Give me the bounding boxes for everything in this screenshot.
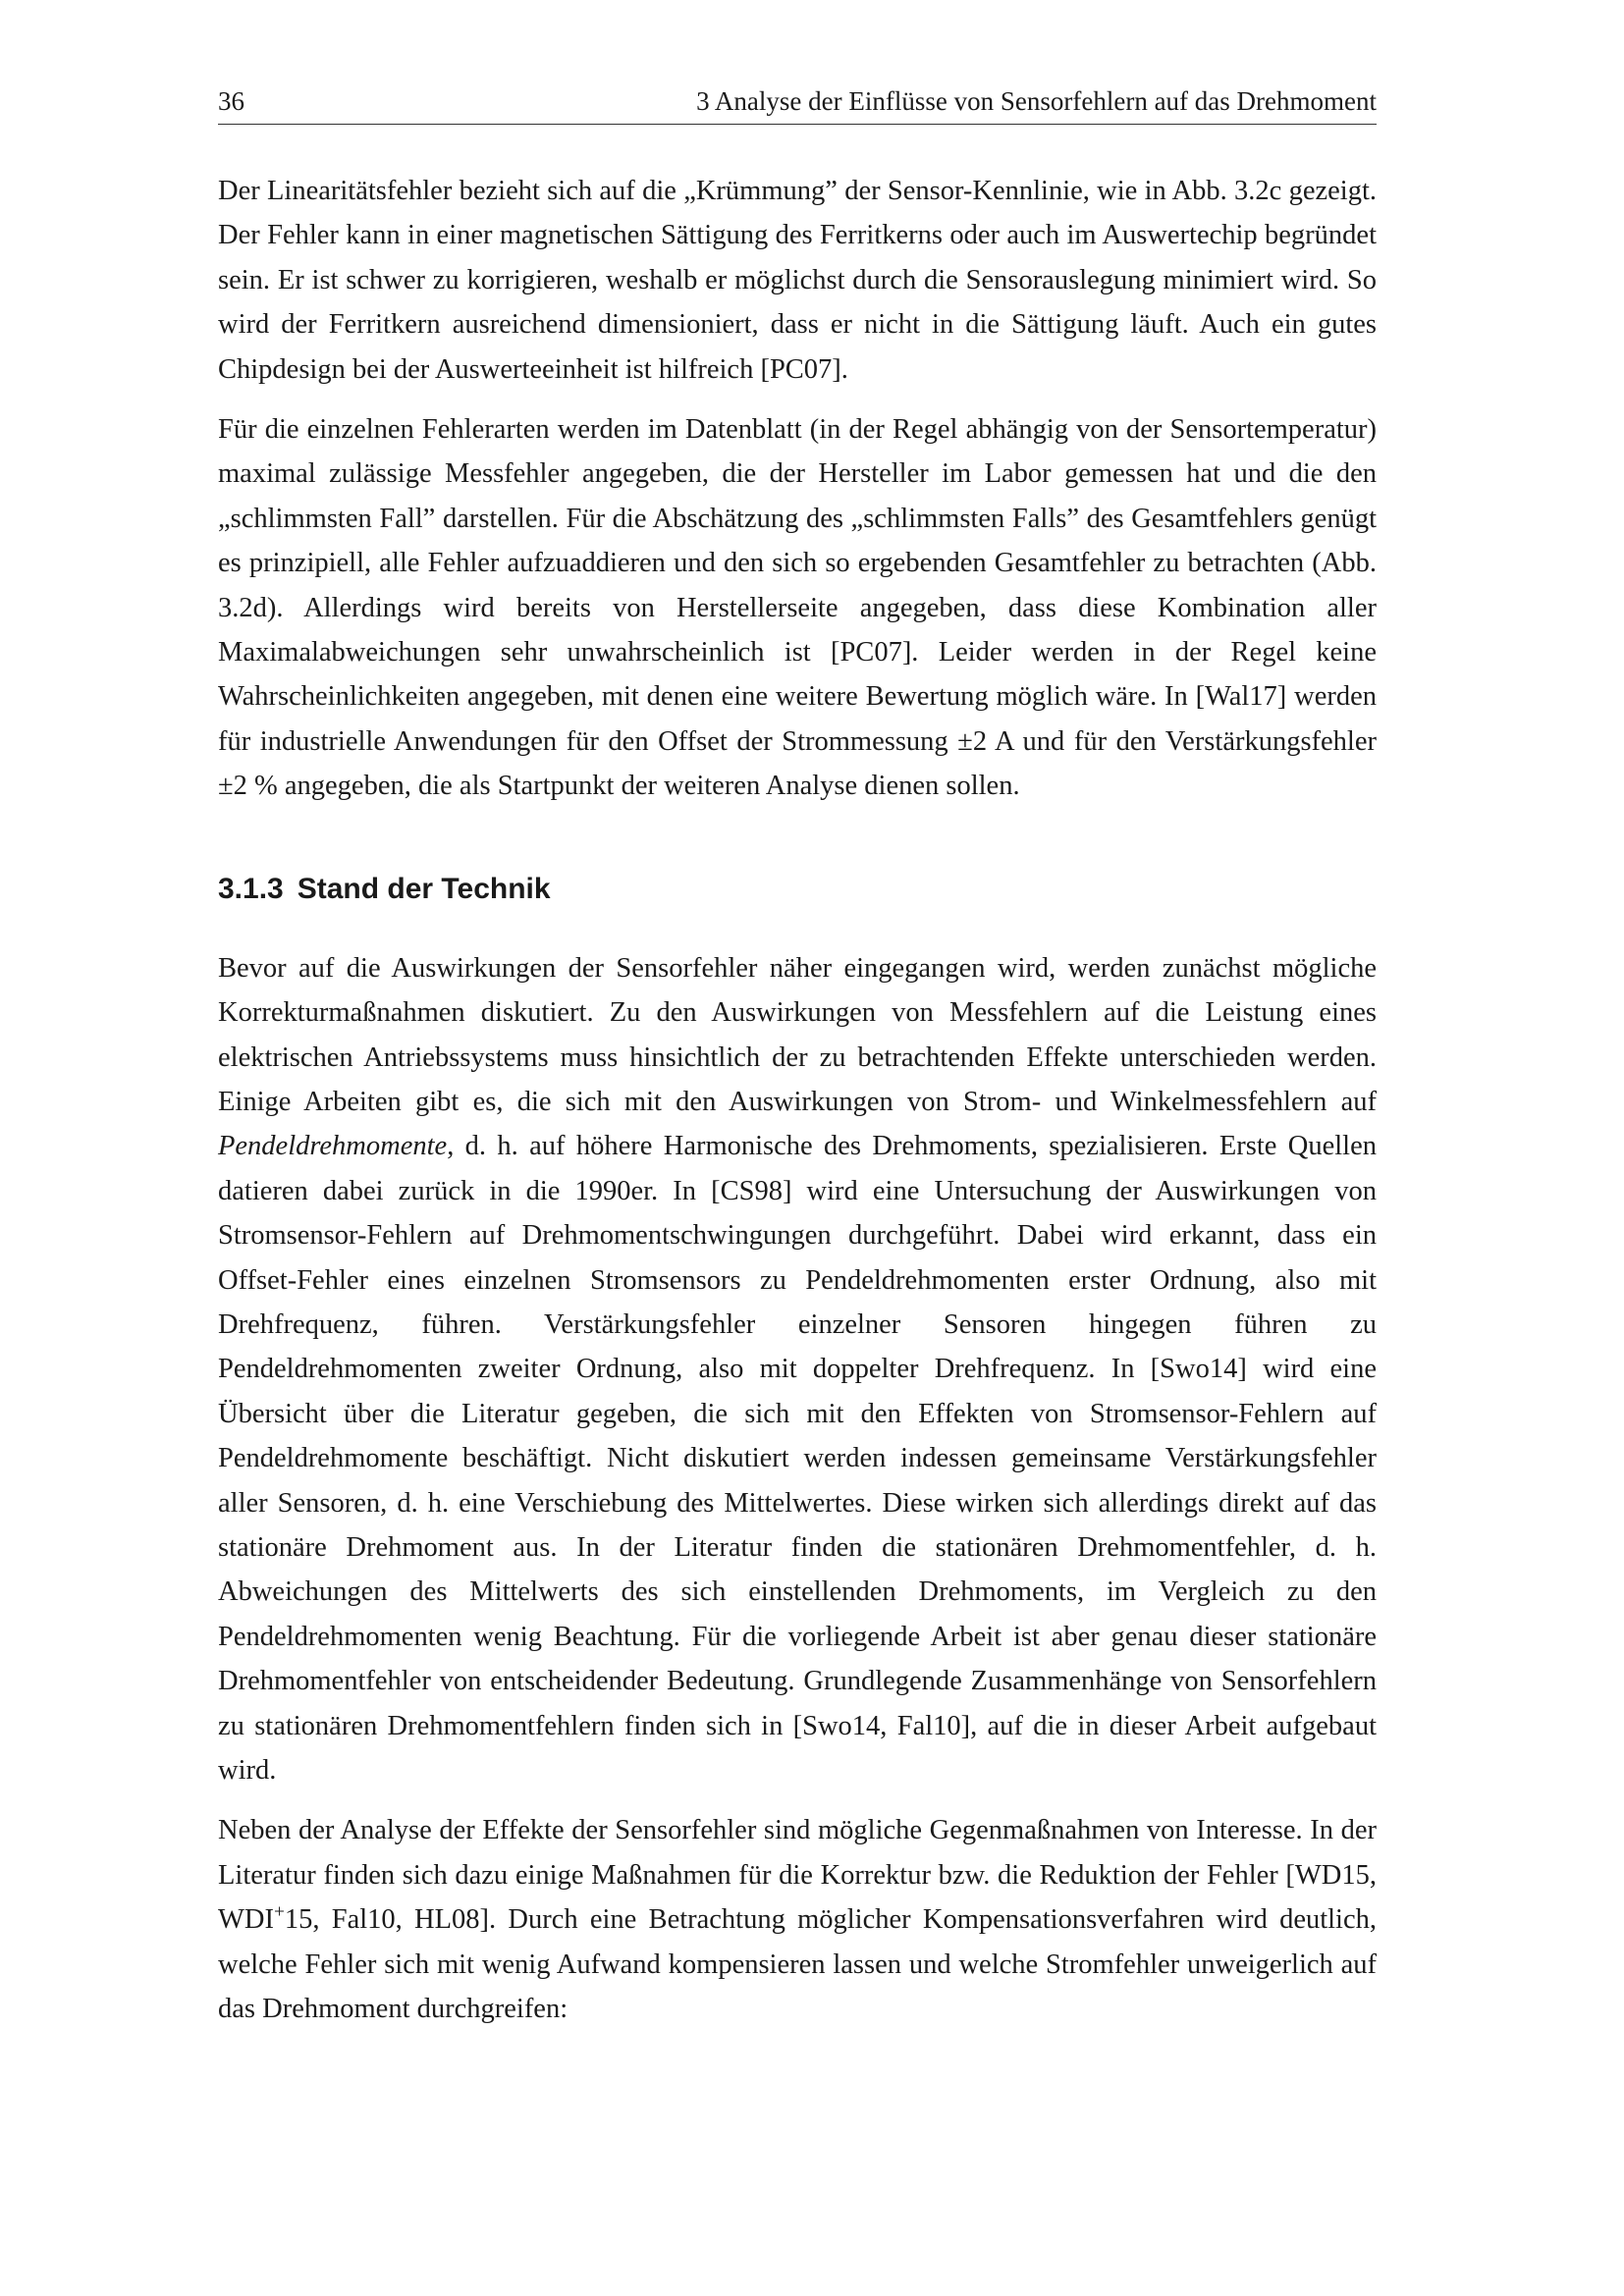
paragraph-text-part: , d. h. auf höhere Harmonische des Drehmoments, spezialisieren. Erste Quellen datieren dabei zurück in die 1990er. In [CS98] wird eine Untersuchung der Auswirkungen von Stromsensor-Fehlern auf Drehmomentschwingungen durchgeführt. Dabei wird erkannt, dass ein Offset-Fehler eines einzelnen Stromsensors zu Pendeldrehmomenten erster Ordnung, also mit Drehfrequenz, führen. Verstärkungsfehler einzelner Sensoren hingegen führen zu Pendeldrehmomenten zweiter Ordnung, also mit doppelter Drehfrequenz. In [Swo14] wird eine Übersicht über die Literatur gegeben, die sich mit den Effekten von Stromsensor-Fehlern auf Pendeldrehmomente beschäftigt. Nicht diskutiert werden indessen gemeinsame Verstärkungsfehler aller Sensoren, d. h. eine Verschiebung des Mittelwertes. Diese wirken sich allerdings direkt auf das stationäre Drehmoment aus. In der Literatur finden die stationären Drehmomentfehler, d. h. Abweichungen des Mittelwerts des sich einstellenden Drehmoments, im Vergleich zu den Pendeldrehmomenten wenig Beachtung. Für die vorliegende Arbeit ist aber genau dieser stationäre Drehmomentfehler von entscheidender Bedeutung. Grundlegende Zusammenhänge von Sensorfehlern zu stationären Drehmomentfehlern finden sich in [Swo14, Fal10], auf die in dieser Arbeit aufgebaut wird. — [218, 1131, 1377, 1786]
chapter-title: 3 Analyse der Einflüsse von Sensorfehlern auf das Drehmoment — [696, 86, 1377, 116]
emphasized-term: Pendeldrehmomente — [218, 1131, 448, 1162]
paragraph-state-of-the-art — [218, 946, 1377, 1793]
paragraph-text-part: Neben der Analyse der Effekte der Sensorfehler sind mögliche Gegenmaßnahmen von Interesse. In der Literatur finden sich dazu einige Maßnahmen für die Korrektur bzw. die Reduktion der Fehler [WD15, WDI — [218, 1815, 1377, 1936]
section-heading — [218, 870, 1377, 909]
paragraph-datasheet-errors: Für die einzelnen Fehlerarten werden im Datenblatt (in der Regel abhängig von der Sensortemperatur) maximal zulässige Messfehler angegeben, die der Hersteller im Labor gemessen hat und die den „schlimmsten Fall” darstellen. Für die Abschätzung des „schlimmsten Falls” des Gesamtfehlers genügt es prinzipiell, alle Fehler aufzuaddieren und den sich so ergebenden Gesamtfehler zu betrachten (Abb. 3.2d). Allerdings wird bereits von Herstellerseite angegeben, dass diese Kombination aller Maximalabweichungen sehr unwahrscheinlich ist [PC07]. Leider werden in der Regel keine Wahrscheinlichkeiten angegeben, mit denen eine weitere Bewertung möglich wäre. In [Wal17] werden für industrielle Anwendungen für den Offset der Strommessung ±2 A und für den Verstärkungsfehler ±2 % angegeben, die als Startpunkt der weiteren Analyse dienen sollen. — [218, 414, 1377, 802]
section-title: Stand der Technik — [297, 872, 551, 905]
paragraph-text-part: Bevor auf die Auswirkungen der Sensorfehler näher eingegangen wird, werden zunächst mögliche Korrekturmaßnahmen diskutiert. Zu den Auswirkungen von Messfehlern auf die Leistung eines elektrischen Antriebssystems muss hinsichtlich der zu betrachtenden Effekte unterschieden werden. Einige Arbeiten gibt es, die sich mit den Auswirkungen von Strom- und Winkelmessfehlern auf — [218, 952, 1377, 1117]
page-number: 36 — [218, 86, 244, 116]
body-text — [218, 169, 1377, 2047]
section-number: 3.1.3 — [218, 872, 284, 905]
paragraph-text-part: 15, Fal10, HL08]. Durch eine Betrachtung möglicher Kompensationsverfahren wird deutlich, welche Fehler sich mit wenig Aufwand kompensieren lassen und welche Stromfehler unweigerlich auf das Drehmoment durchgreifen: — [218, 1904, 1377, 2025]
running-header — [218, 84, 1377, 125]
paragraph-linearity-error: Der Linearitätsfehler bezieht sich auf die „Krümmung” der Sensor-Kennlinie, wie in Abb. 3.2c gezeigt. Der Fehler kann in einer magnetischen Sättigung des Ferritkerns oder auch im Auswertechip begründet sein. Er ist schwer zu korrigieren, weshalb er möglichst durch die Sensorauslegung minimiert wird. So wird der Ferritkern ausreichend dimensioniert, dass er nicht in die Sättigung läuft. Auch ein gutes Chipdesign bei der Auswerteeinheit ist hilfreich [PC07]. — [218, 176, 1377, 385]
paragraph-countermeasures — [218, 1808, 1377, 2031]
superscript-plus: + — [273, 1901, 285, 1923]
